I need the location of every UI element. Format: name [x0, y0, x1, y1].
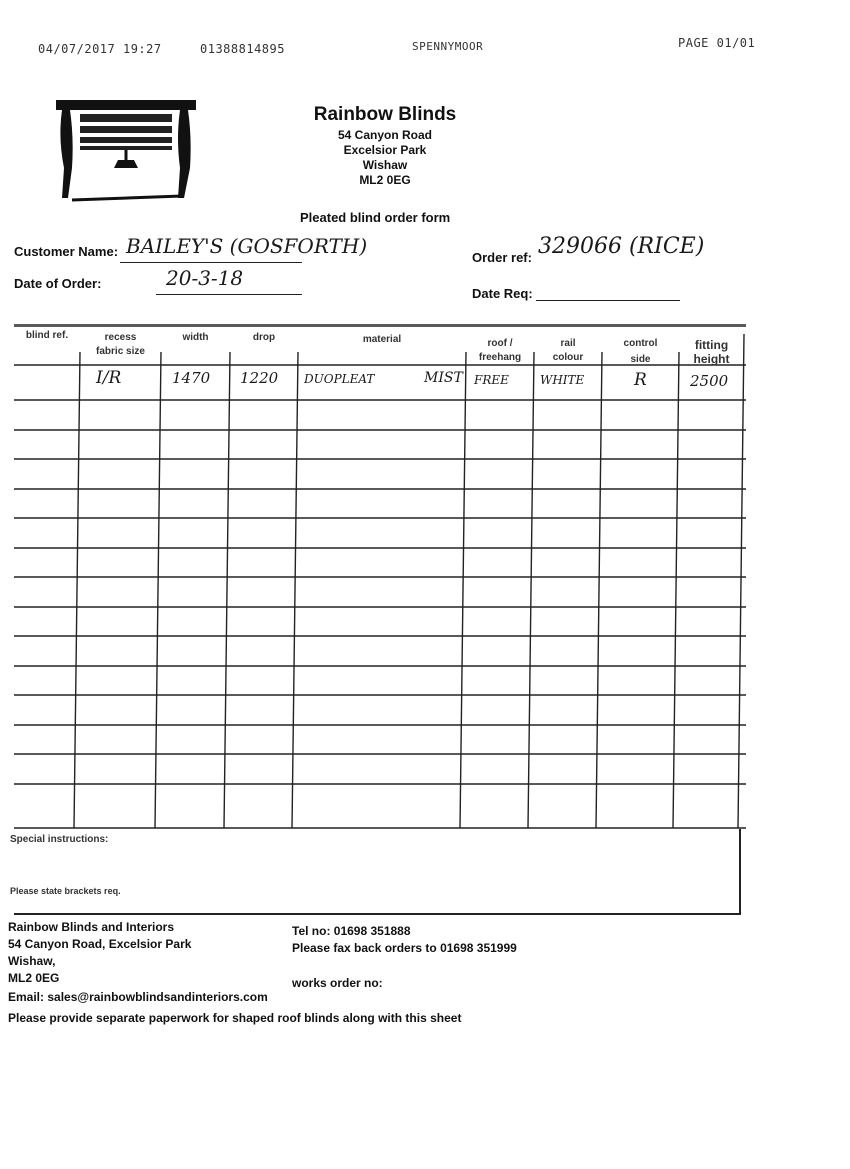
- footer-address-postcode: ML2 0EG: [8, 971, 60, 985]
- company-address-line-2: Excelsior Park: [343, 143, 427, 157]
- form-title: Pleated blind order form: [300, 210, 451, 225]
- row1-roof-freehang[interactable]: FREE: [474, 373, 509, 387]
- row1-material[interactable]: DUOPLEAT: [304, 372, 375, 386]
- fax-datetime: 04/07/2017 19:27: [38, 42, 162, 56]
- works-order-label: works order no:: [292, 976, 383, 990]
- customer-name-underline: [120, 262, 302, 263]
- date-of-order-underline: [156, 294, 302, 295]
- fax-page: PAGE 01/01: [678, 36, 756, 50]
- row1-fitting-height[interactable]: 2500: [690, 372, 729, 390]
- footer-tel: Tel no: 01698 351888: [292, 924, 411, 938]
- blind-logo-icon: [52, 98, 202, 213]
- special-instructions-label: Special instructions:: [10, 834, 109, 845]
- col-header-material: material: [362, 334, 402, 345]
- col-header-fabric-size: fabric size: [96, 346, 145, 357]
- company-address-line-4: ML2 0EG: [359, 173, 411, 187]
- footer-separate-paperwork: Please provide separate paperwork for shaped roof blinds along with this sheet: [8, 1011, 462, 1025]
- col-header-control: control: [623, 338, 658, 349]
- customer-name-label: Customer Name:: [14, 244, 119, 259]
- fax-phone: 01388814895: [200, 42, 285, 56]
- footer-company-name: Rainbow Blinds and Interiors: [8, 920, 175, 934]
- footer-email: Email: sales@rainbowblindsandinteriors.com: [8, 990, 268, 1004]
- order-table-grid: [14, 324, 746, 829]
- row1-rail-colour[interactable]: WHITE: [540, 373, 585, 387]
- company-address-line-1: 54 Canyon Road: [337, 128, 433, 142]
- row1-width[interactable]: 1470: [172, 369, 211, 387]
- fax-location: SPENNYMOOR: [412, 40, 484, 53]
- footer-address-town: Wishaw,: [8, 954, 56, 968]
- row1-drop[interactable]: 1220: [240, 369, 279, 387]
- col-header-colour: colour: [552, 352, 584, 363]
- footer-address-street: 54 Canyon Road, Excelsior Park: [8, 937, 192, 951]
- customer-name-value[interactable]: BAILEY'S (GOSFORTH): [126, 234, 368, 258]
- col-header-side: side: [630, 354, 651, 365]
- col-header-width: width: [182, 332, 209, 343]
- order-ref-label: Order ref:: [472, 250, 532, 265]
- date-req-label: Date Req:: [472, 286, 533, 301]
- col-header-fitting: fitting: [694, 338, 729, 352]
- brackets-note: Please state brackets req.: [10, 886, 121, 896]
- row1-control-side[interactable]: R: [634, 370, 647, 390]
- order-ref-value[interactable]: 329066 (RICE): [538, 234, 705, 259]
- col-header-rail: rail: [560, 338, 576, 349]
- col-header-height: height: [693, 352, 730, 366]
- row1-recess[interactable]: I/R: [96, 368, 122, 388]
- footer-fax-back: Please fax back orders to 01698 351999: [292, 941, 517, 955]
- col-header-blind-ref: blind ref.: [25, 330, 69, 341]
- col-header-roof: roof /: [487, 338, 513, 349]
- row1-material-colour[interactable]: MIST: [424, 370, 463, 386]
- special-instructions-box[interactable]: [14, 829, 741, 915]
- col-header-recess: recess: [104, 332, 137, 343]
- date-of-order-label: Date of Order:: [14, 276, 102, 291]
- company-address-line-3: Wishaw: [362, 158, 408, 172]
- col-header-drop: drop: [252, 332, 276, 343]
- order-table: [14, 324, 746, 829]
- date-of-order-value[interactable]: 20-3-18: [166, 266, 244, 290]
- company-name: Rainbow Blinds: [313, 104, 457, 125]
- date-req-field[interactable]: [536, 300, 680, 301]
- col-header-freehang: freehang: [478, 352, 522, 363]
